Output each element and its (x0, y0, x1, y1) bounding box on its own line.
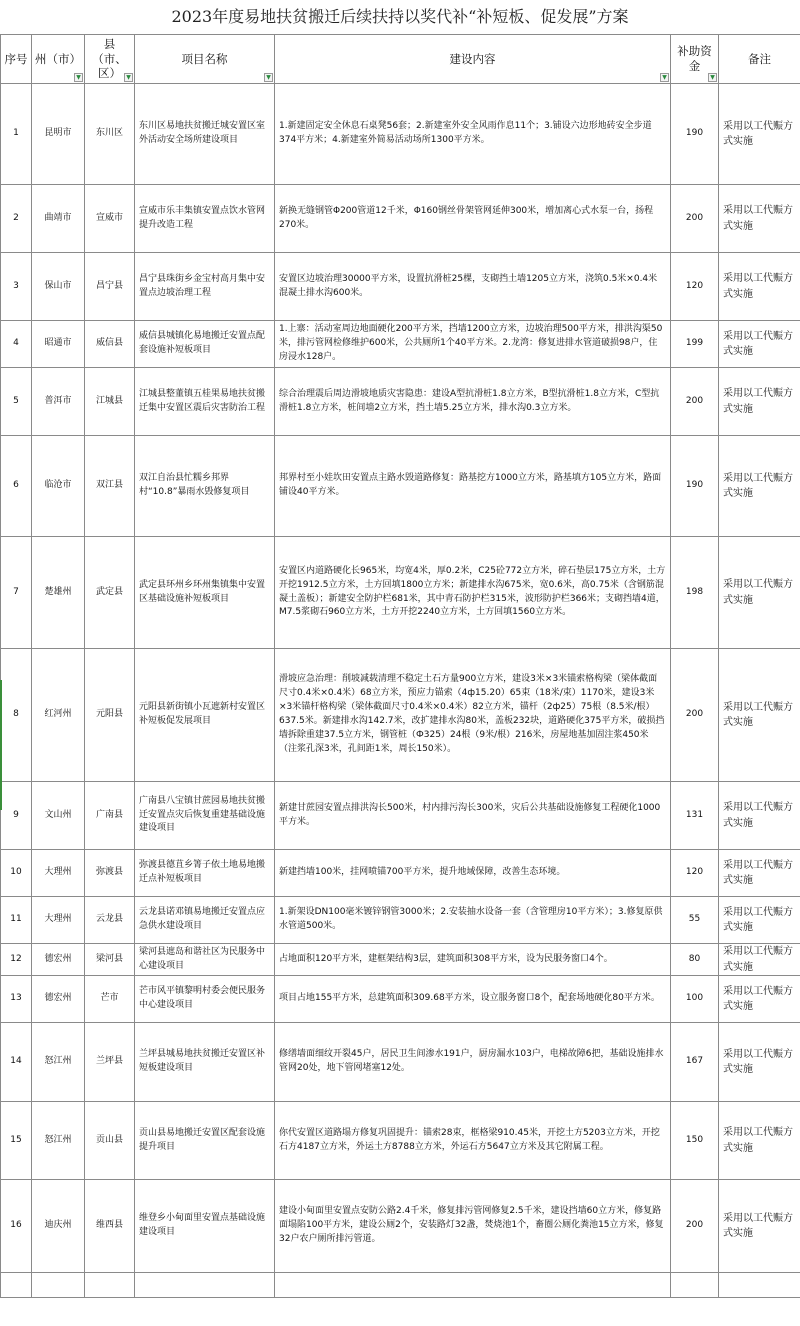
header-content: 建设内容 ▼ (275, 35, 671, 84)
cell-index[interactable]: 3 (1, 253, 32, 321)
empty-cell[interactable] (1, 1273, 32, 1298)
cell-note[interactable]: 采用以工代赈方式实施 (719, 649, 800, 782)
cell-project-name[interactable]: 宣威市乐丰集镇安置点饮水管网提升改造工程 (135, 185, 275, 253)
cell-county[interactable]: 威信县 (85, 321, 135, 368)
cell-index[interactable]: 4 (1, 321, 32, 368)
table-row[interactable] (1, 1023, 800, 1102)
cell-county[interactable]: 东川区 (85, 84, 135, 185)
cell-project-name[interactable]: 梁河县遮岛和谐社区为民服务中心建设项目 (135, 944, 275, 976)
cell-city[interactable]: 楚雄州 (32, 537, 85, 649)
cell-city[interactable]: 大理州 (32, 850, 85, 897)
cell-index[interactable]: 10 (1, 850, 32, 897)
cell-city[interactable]: 德宏州 (32, 976, 85, 1023)
filter-dropdown-icon[interactable]: ▼ (264, 73, 273, 82)
cell-note[interactable]: 采用以工代赈方式实施 (719, 537, 800, 649)
cell-content[interactable]: 修缮墙面细纹开裂45户，居民卫生间渗水191户，厨房漏水103户，电梯故障6把，基础设施排水管网20处，地下管网堵塞12处。 (275, 1023, 671, 1102)
header-amount: 补助资金 ▼ (671, 35, 719, 84)
cell-amount[interactable]: 190 (671, 436, 719, 537)
cell-index[interactable]: 1 (1, 84, 32, 185)
cell-amount[interactable]: 199 (671, 321, 719, 368)
cell-content[interactable]: 1.上寨：活动室周边地面硬化200平方米，挡墙1200立方米，边坡治理500平方米，排洪沟渠50米，排污管网检修维护600米，公共厕所1个40平方米。2.龙湾：修复进排水管道破损98户，住房浸水128户。 (275, 321, 671, 368)
cell-county[interactable]: 元阳县 (85, 649, 135, 782)
table-row[interactable] (1, 1102, 800, 1180)
table-row[interactable] (1, 321, 800, 368)
filter-dropdown-icon[interactable]: ▼ (74, 73, 83, 82)
cell-city[interactable]: 红河州 (32, 649, 85, 782)
cell-note[interactable]: 采用以工代赈方式实施 (719, 976, 800, 1023)
header-county: 县（市、区） ▼ (85, 35, 135, 84)
cell-city[interactable]: 怒江州 (32, 1102, 85, 1180)
header-name: 项目名称 ▼ (135, 35, 275, 84)
cell-note[interactable]: 采用以工代赈方式实施 (719, 1180, 800, 1273)
cell-city[interactable]: 保山市 (32, 253, 85, 321)
selection-indicator (0, 680, 2, 810)
cell-index[interactable]: 11 (1, 897, 32, 944)
cell-note[interactable]: 采用以工代赈方式实施 (719, 1023, 800, 1102)
cell-content[interactable]: 安置区边坡治理30000平方米，设置抗滑桩25棵，支砌挡土墙1205立方米，浇筑0.5米×0.4米混凝土排水沟600米。 (275, 253, 671, 321)
page-title: 2023年度易地扶贫搬迁后续扶持以奖代补“补短板、促发展”方案 (171, 7, 629, 26)
empty-cell[interactable] (671, 1273, 719, 1298)
cell-amount[interactable]: 120 (671, 850, 719, 897)
cell-county[interactable]: 贡山县 (85, 1102, 135, 1180)
cell-amount[interactable]: 80 (671, 944, 719, 976)
empty-cell[interactable] (85, 1273, 135, 1298)
cell-city[interactable]: 德宏州 (32, 944, 85, 976)
table-row[interactable] (1, 850, 800, 897)
table-row[interactable] (1, 976, 800, 1023)
cell-project-name[interactable]: 元阳县新街镇小瓦遮新村安置区补短板促发展项目 (135, 649, 275, 782)
table-row[interactable] (1, 84, 800, 185)
cell-index[interactable]: 6 (1, 436, 32, 537)
cell-city[interactable]: 曲靖市 (32, 185, 85, 253)
cell-project-name[interactable]: 昌宁县珠街乡金宝村高月集中安置点边坡治理工程 (135, 253, 275, 321)
cell-index[interactable]: 15 (1, 1102, 32, 1180)
cell-county[interactable]: 云龙县 (85, 897, 135, 944)
cell-amount[interactable]: 190 (671, 84, 719, 185)
cell-content[interactable]: 占地面积120平方米，建框架结构3层，建筑面积308平方米，设为民服务窗口4个。 (275, 944, 671, 976)
cell-note[interactable]: 采用以工代赈方式实施 (719, 84, 800, 185)
header-note: 备注 (719, 35, 800, 84)
cell-index[interactable]: 5 (1, 368, 32, 436)
cell-amount[interactable]: 200 (671, 185, 719, 253)
cell-amount[interactable]: 167 (671, 1023, 719, 1102)
header-row (1, 35, 800, 84)
cell-content[interactable]: 建设小甸面里安置点安防公路2.4千米，修复排污管网修复2.5千米，建设挡墙60立方米，修复路面塌陷100平方米，建设公厕2个，安装路灯32盏，焚烧池1个，畜圈公厕化粪池15立方米，修复32户农户厕所排污管道。 (275, 1180, 671, 1273)
cell-amount[interactable]: 198 (671, 537, 719, 649)
table-row[interactable] (1, 897, 800, 944)
cell-content[interactable]: 新建挡墙100米，挂网喷锚700平方米，提升地域保障，改善生态环境。 (275, 850, 671, 897)
cell-project-name[interactable]: 兰坪县城易地扶贫搬迁安置区补短板建设项目 (135, 1023, 275, 1102)
cell-note[interactable]: 采用以工代赈方式实施 (719, 782, 800, 850)
cell-county[interactable]: 昌宁县 (85, 253, 135, 321)
cell-city[interactable]: 文山州 (32, 782, 85, 850)
cell-project-name[interactable]: 双江自治县忙糯乡邦界村“10.8”暴雨水毁修复项目 (135, 436, 275, 537)
cell-index[interactable]: 14 (1, 1023, 32, 1102)
cell-city[interactable]: 怒江州 (32, 1023, 85, 1102)
empty-cell[interactable] (275, 1273, 671, 1298)
cell-note[interactable]: 采用以工代赈方式实施 (719, 368, 800, 436)
cell-county[interactable]: 宣威市 (85, 185, 135, 253)
cell-city[interactable]: 临沧市 (32, 436, 85, 537)
cell-city[interactable]: 迪庆州 (32, 1180, 85, 1273)
table-row[interactable] (1, 185, 800, 253)
cell-note[interactable]: 采用以工代赈方式实施 (719, 897, 800, 944)
cell-county[interactable]: 双江县 (85, 436, 135, 537)
cell-content[interactable]: 你代安置区道路塌方修复巩固提升：锚索28束，框格梁910.45米，开挖土方5203立方米，开挖石方4187立方米，外运土方8788立方米，外运石方5647立方米及其它附属工程。 (275, 1102, 671, 1180)
cell-city[interactable]: 昆明市 (32, 84, 85, 185)
cell-project-name[interactable]: 芒市风平镇黎明村委会便民服务中心建设项目 (135, 976, 275, 1023)
header-idx: 序号 (1, 35, 32, 84)
cell-project-name[interactable]: 江城县整董镇五桂果易地扶贫搬迁集中安置区震后灾害防治工程 (135, 368, 275, 436)
table-row[interactable] (1, 944, 800, 976)
cell-project-name[interactable]: 维登乡小甸面里安置点基础设施建设项目 (135, 1180, 275, 1273)
cell-city[interactable]: 普洱市 (32, 368, 85, 436)
cell-index[interactable]: 13 (1, 976, 32, 1023)
cell-content[interactable]: 新换无缝钢管Φ200管道12千米，Φ160钢丝骨架管网延伸300米，增加离心式水泵一台，扬程270米。 (275, 185, 671, 253)
empty-cell[interactable] (32, 1273, 85, 1298)
filter-dropdown-icon[interactable]: ▼ (124, 73, 133, 82)
cell-content[interactable]: 综合治理震后周边滑坡地质灾害隐患：建设A型抗滑桩1.8立方米，B型抗滑桩1.8立方米，C型抗滑桩1.8立方米，桩间墙2立方米，挡土墙5.25立方米，排水沟0.3立方米。 (275, 368, 671, 436)
cell-note[interactable]: 采用以工代赈方式实施 (719, 185, 800, 253)
cell-index[interactable]: 2 (1, 185, 32, 253)
cell-amount[interactable]: 150 (671, 1102, 719, 1180)
cell-index[interactable]: 9 (1, 782, 32, 850)
cell-note[interactable]: 采用以工代赈方式实施 (719, 253, 800, 321)
cell-city[interactable]: 昭通市 (32, 321, 85, 368)
cell-note[interactable]: 采用以工代赈方式实施 (719, 321, 800, 368)
empty-row[interactable] (1, 1273, 800, 1298)
cell-project-name[interactable]: 云龙县诺邓镇易地搬迁安置点应急供水建设项目 (135, 897, 275, 944)
cell-index[interactable]: 8 (1, 649, 32, 782)
filter-dropdown-icon[interactable]: ▼ (708, 73, 717, 82)
project-table (0, 34, 800, 1298)
cell-project-name[interactable]: 威信县城镇化易地搬迁安置点配套设施补短板项目 (135, 321, 275, 368)
cell-index[interactable]: 12 (1, 944, 32, 976)
cell-county[interactable]: 芒市 (85, 976, 135, 1023)
cell-content[interactable]: 1.新架设DN100毫米镀锌钢管3000米；2.安装抽水设备一套（含管理房10平方米）；3.修复原供水管道500米。 (275, 897, 671, 944)
table-row[interactable] (1, 1180, 800, 1273)
table-row[interactable] (1, 436, 800, 537)
cell-county[interactable]: 梁河县 (85, 944, 135, 976)
cell-index[interactable]: 16 (1, 1180, 32, 1273)
cell-project-name[interactable]: 贡山县易地搬迁安置区配套设施提升项目 (135, 1102, 275, 1180)
cell-content[interactable]: 邦界村至小娃坎田安置点主路水毁道路修复：路基挖方1000立方米，路基填方105立方米，路面铺设40平方米。 (275, 436, 671, 537)
cell-amount[interactable]: 100 (671, 976, 719, 1023)
table-row[interactable] (1, 253, 800, 321)
cell-note[interactable]: 采用以工代赈方式实施 (719, 944, 800, 976)
cell-county[interactable]: 江城县 (85, 368, 135, 436)
table-row[interactable] (1, 537, 800, 649)
cell-city[interactable]: 大理州 (32, 897, 85, 944)
cell-county[interactable]: 广南县 (85, 782, 135, 850)
cell-content[interactable]: 安置区内道路硬化长965米，均宽4米，厚0.2米，C25砼772立方米，碎石垫层175立方米，土方开挖1912.5立方米，土方回填1800立方米；新建排水沟675米，宽0.6米，高0.75米（含钢筋混凝土盖板）；新建安全防护栏681米，其中青石防护栏315米，波形防护栏366米；支砌挡墙4道，M7.5浆砌石960立方米，土方开挖2240立方米，土方回填1560立方米。 (275, 537, 671, 649)
table-row[interactable] (1, 368, 800, 436)
cell-amount[interactable]: 55 (671, 897, 719, 944)
header-city: 州（市） ▼ (32, 35, 85, 84)
cell-amount[interactable]: 131 (671, 782, 719, 850)
cell-project-name[interactable]: 东川区易地扶贫搬迁城安置区室外活动安全场所建设项目 (135, 84, 275, 185)
cell-content[interactable]: 滑坡应急治理：削坡减载清理不稳定土石方量900立方米，建设3米×3米锚索格构梁（梁体截面尺寸0.4米×0.4米）68立方米，预应力锚索（4ф15.20）65束（18米/束）1170米，建设3米×3米锚杆格构梁（梁体截面尺寸0.4米×0.4米）82立方米，锚杆（2ф25）75根（8.5米/根）637.5米。新建排水沟142.7米，改扩建排水沟80米，盖板232块，道路硬化375平方米，破损挡墙拆除重建37.5立方米，钢管桩（Ф325）24根（9米/根）216米，房屋地基加固注浆450米（注浆孔深3米，孔间距1米，周长150米）。 (275, 649, 671, 782)
cell-project-name[interactable]: 广南县八宝镇甘蔗园易地扶贫搬迁安置点灾后恢复重建基础设施建设项目 (135, 782, 275, 850)
cell-county[interactable]: 弥渡县 (85, 850, 135, 897)
filter-dropdown-icon[interactable]: ▼ (660, 73, 669, 82)
cell-amount[interactable]: 120 (671, 253, 719, 321)
empty-cell[interactable] (719, 1273, 800, 1298)
cell-county[interactable]: 维西县 (85, 1180, 135, 1273)
empty-cell[interactable] (135, 1273, 275, 1298)
cell-county[interactable]: 武定县 (85, 537, 135, 649)
table-row[interactable] (1, 649, 800, 782)
cell-note[interactable]: 采用以工代赈方式实施 (719, 436, 800, 537)
cell-note[interactable]: 采用以工代赈方式实施 (719, 850, 800, 897)
cell-note[interactable]: 采用以工代赈方式实施 (719, 1102, 800, 1180)
cell-amount[interactable]: 200 (671, 1180, 719, 1273)
cell-project-name[interactable]: 弥渡县德苴乡箐子依土地易地搬迁点补短板项目 (135, 850, 275, 897)
cell-content[interactable]: 1.新建固定安全休息石桌凳56套；2.新建室外安全风雨作息11个；3.铺设六边形地砖安全步道374平方米；4.新建室外简易活动场所1300平方米。 (275, 84, 671, 185)
cell-amount[interactable]: 200 (671, 368, 719, 436)
cell-project-name[interactable]: 武定县环州乡环州集镇集中安置区基础设施补短板项目 (135, 537, 275, 649)
cell-content[interactable]: 项目占地155平方米，总建筑面积309.68平方米，设立服务窗口8个，配套场地硬化80平方米。 (275, 976, 671, 1023)
cell-index[interactable]: 7 (1, 537, 32, 649)
table-row[interactable] (1, 782, 800, 850)
cell-amount[interactable]: 200 (671, 649, 719, 782)
cell-county[interactable]: 兰坪县 (85, 1023, 135, 1102)
cell-content[interactable]: 新建甘蔗园安置点排洪沟长500米，村内排污沟长300米，灾后公共基础设施修复工程硬化1000平方米。 (275, 782, 671, 850)
